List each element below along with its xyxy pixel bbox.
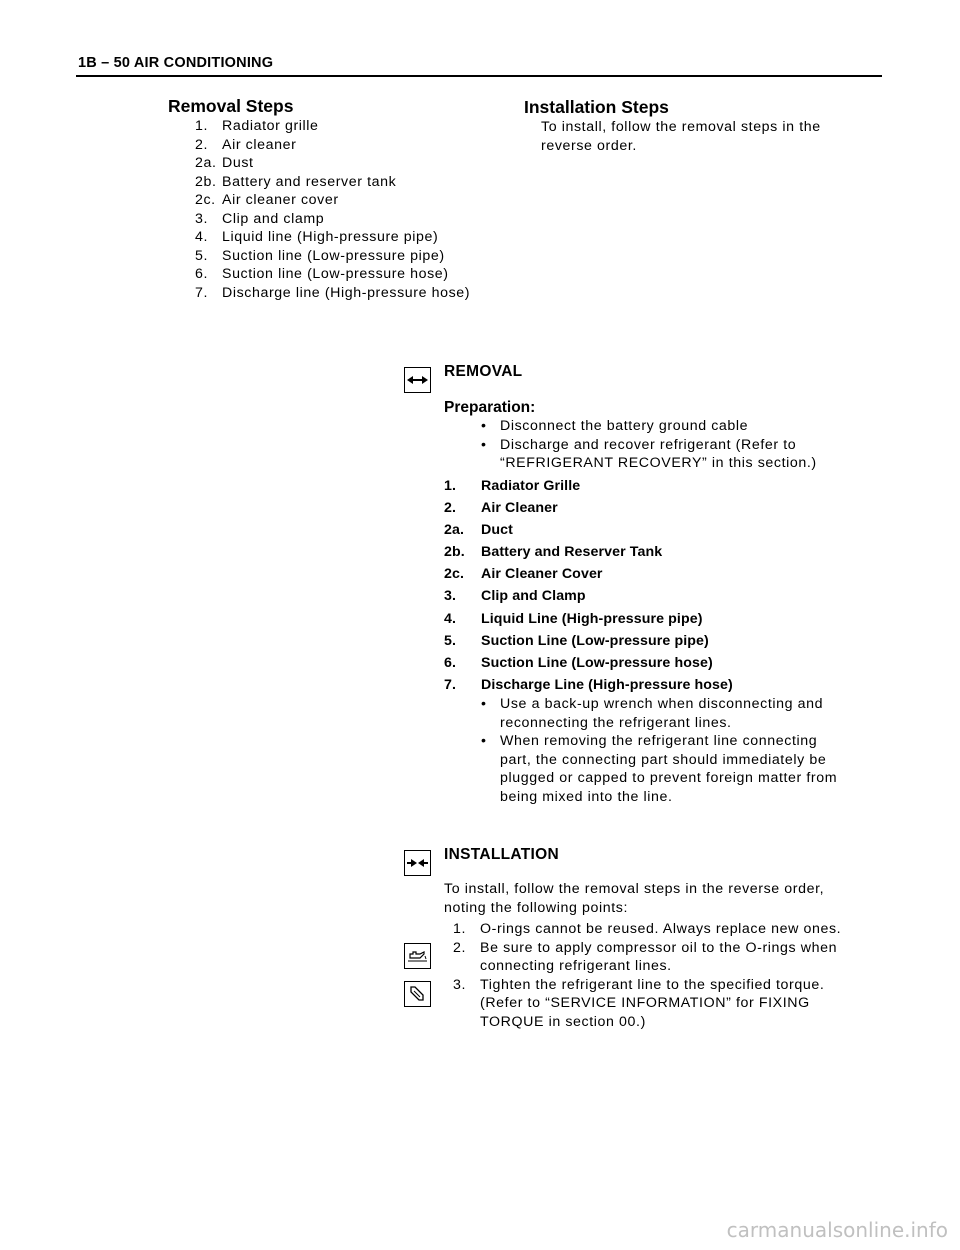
oil-can-icon xyxy=(404,943,431,969)
list-item: 6. Suction line (Low-pressure hose) xyxy=(195,266,449,282)
list-item: 4. Liquid line (High-pressure pipe) xyxy=(195,229,439,245)
removal-steps-title: Removal Steps xyxy=(168,96,294,116)
installation-steps-title: Installation Steps xyxy=(524,97,669,117)
list-item: 2. Be sure to apply compressor oil to the O-rings when connecting refrigerant lines. xyxy=(453,939,838,974)
list-item: 5. Suction Line (Low-pressure pipe) xyxy=(444,632,709,649)
list-item: 1. Radiator Grille xyxy=(444,478,581,494)
installation-intro: To install, follow the removal steps in the reverse order, noting the following points: xyxy=(444,881,825,916)
removal-steps-list xyxy=(195,117,470,302)
watermark: carmanualsonline.info xyxy=(726,1218,948,1242)
removal-heading: REMOVAL xyxy=(444,363,523,380)
list-item: 7. Discharge line (High-pressure hose) xyxy=(195,284,471,301)
list-item: 2c. Air Cleaner Cover xyxy=(444,566,603,583)
list-item: 3. Clip and Clamp xyxy=(444,588,586,605)
list-item: 3. Tighten the refrigerant line to the specified torque. (Refer to “SERVICE INFORMATION” for FIXING TORQUE in section 00.) xyxy=(453,976,825,1030)
list-item: 2c. Air cleaner cover xyxy=(195,192,339,208)
list-item: 4. Liquid Line (High-pressure pipe) xyxy=(444,610,703,627)
list-item: 2b. Battery and reserver tank xyxy=(195,173,397,190)
installation-steps-text: To install, follow the removal steps in the reverse order. xyxy=(541,119,821,154)
list-item: 1. O-rings cannot be reused. Always replace new ones. xyxy=(453,921,842,937)
header-rule xyxy=(76,75,882,77)
removal-arrows-icon xyxy=(404,367,431,393)
page-header: 1B – 50 AIR CONDITIONING xyxy=(78,55,274,71)
list-item: 2b. Battery and Reserver Tank xyxy=(444,544,663,561)
list-item: 5. Suction line (Low-pressure pipe) xyxy=(195,247,445,264)
list-item: • When removing the refrigerant line connecting part, the connecting part should immediately be plugged or capped to prevent foreign matter from being mixed into the line. xyxy=(481,733,838,805)
list-item: • Use a back-up wrench when disconnecting and reconnecting the refrigerant lines. xyxy=(481,696,824,731)
installation-points xyxy=(453,920,883,1031)
preparation-label: Preparation: xyxy=(444,399,536,416)
list-item: • Disconnect the battery ground cable xyxy=(481,418,749,434)
list-item: 7. Discharge Line (High-pressure hose) xyxy=(444,676,733,693)
list-item: 2. Air Cleaner xyxy=(444,500,558,517)
preparation-bullets xyxy=(481,417,881,473)
installation-arrows-icon xyxy=(404,850,431,876)
list-item: 3. Clip and clamp xyxy=(195,210,325,227)
list-item: 2a. Duct xyxy=(444,522,513,539)
list-item: 6. Suction Line (Low-pressure hose) xyxy=(444,654,713,671)
list-item: 2a. Dust xyxy=(195,155,254,171)
torque-wrench-icon xyxy=(404,981,431,1007)
removal-notes xyxy=(481,695,881,806)
list-item: 1. Radiator grille xyxy=(195,118,319,134)
removal-parts-list xyxy=(444,478,733,699)
list-item: • Discharge and recover refrigerant (Refer to “REFRIGERANT RECOVERY” in this section.) xyxy=(481,436,817,471)
list-item: 2. Air cleaner xyxy=(195,136,297,153)
installation-heading: INSTALLATION xyxy=(444,846,559,863)
